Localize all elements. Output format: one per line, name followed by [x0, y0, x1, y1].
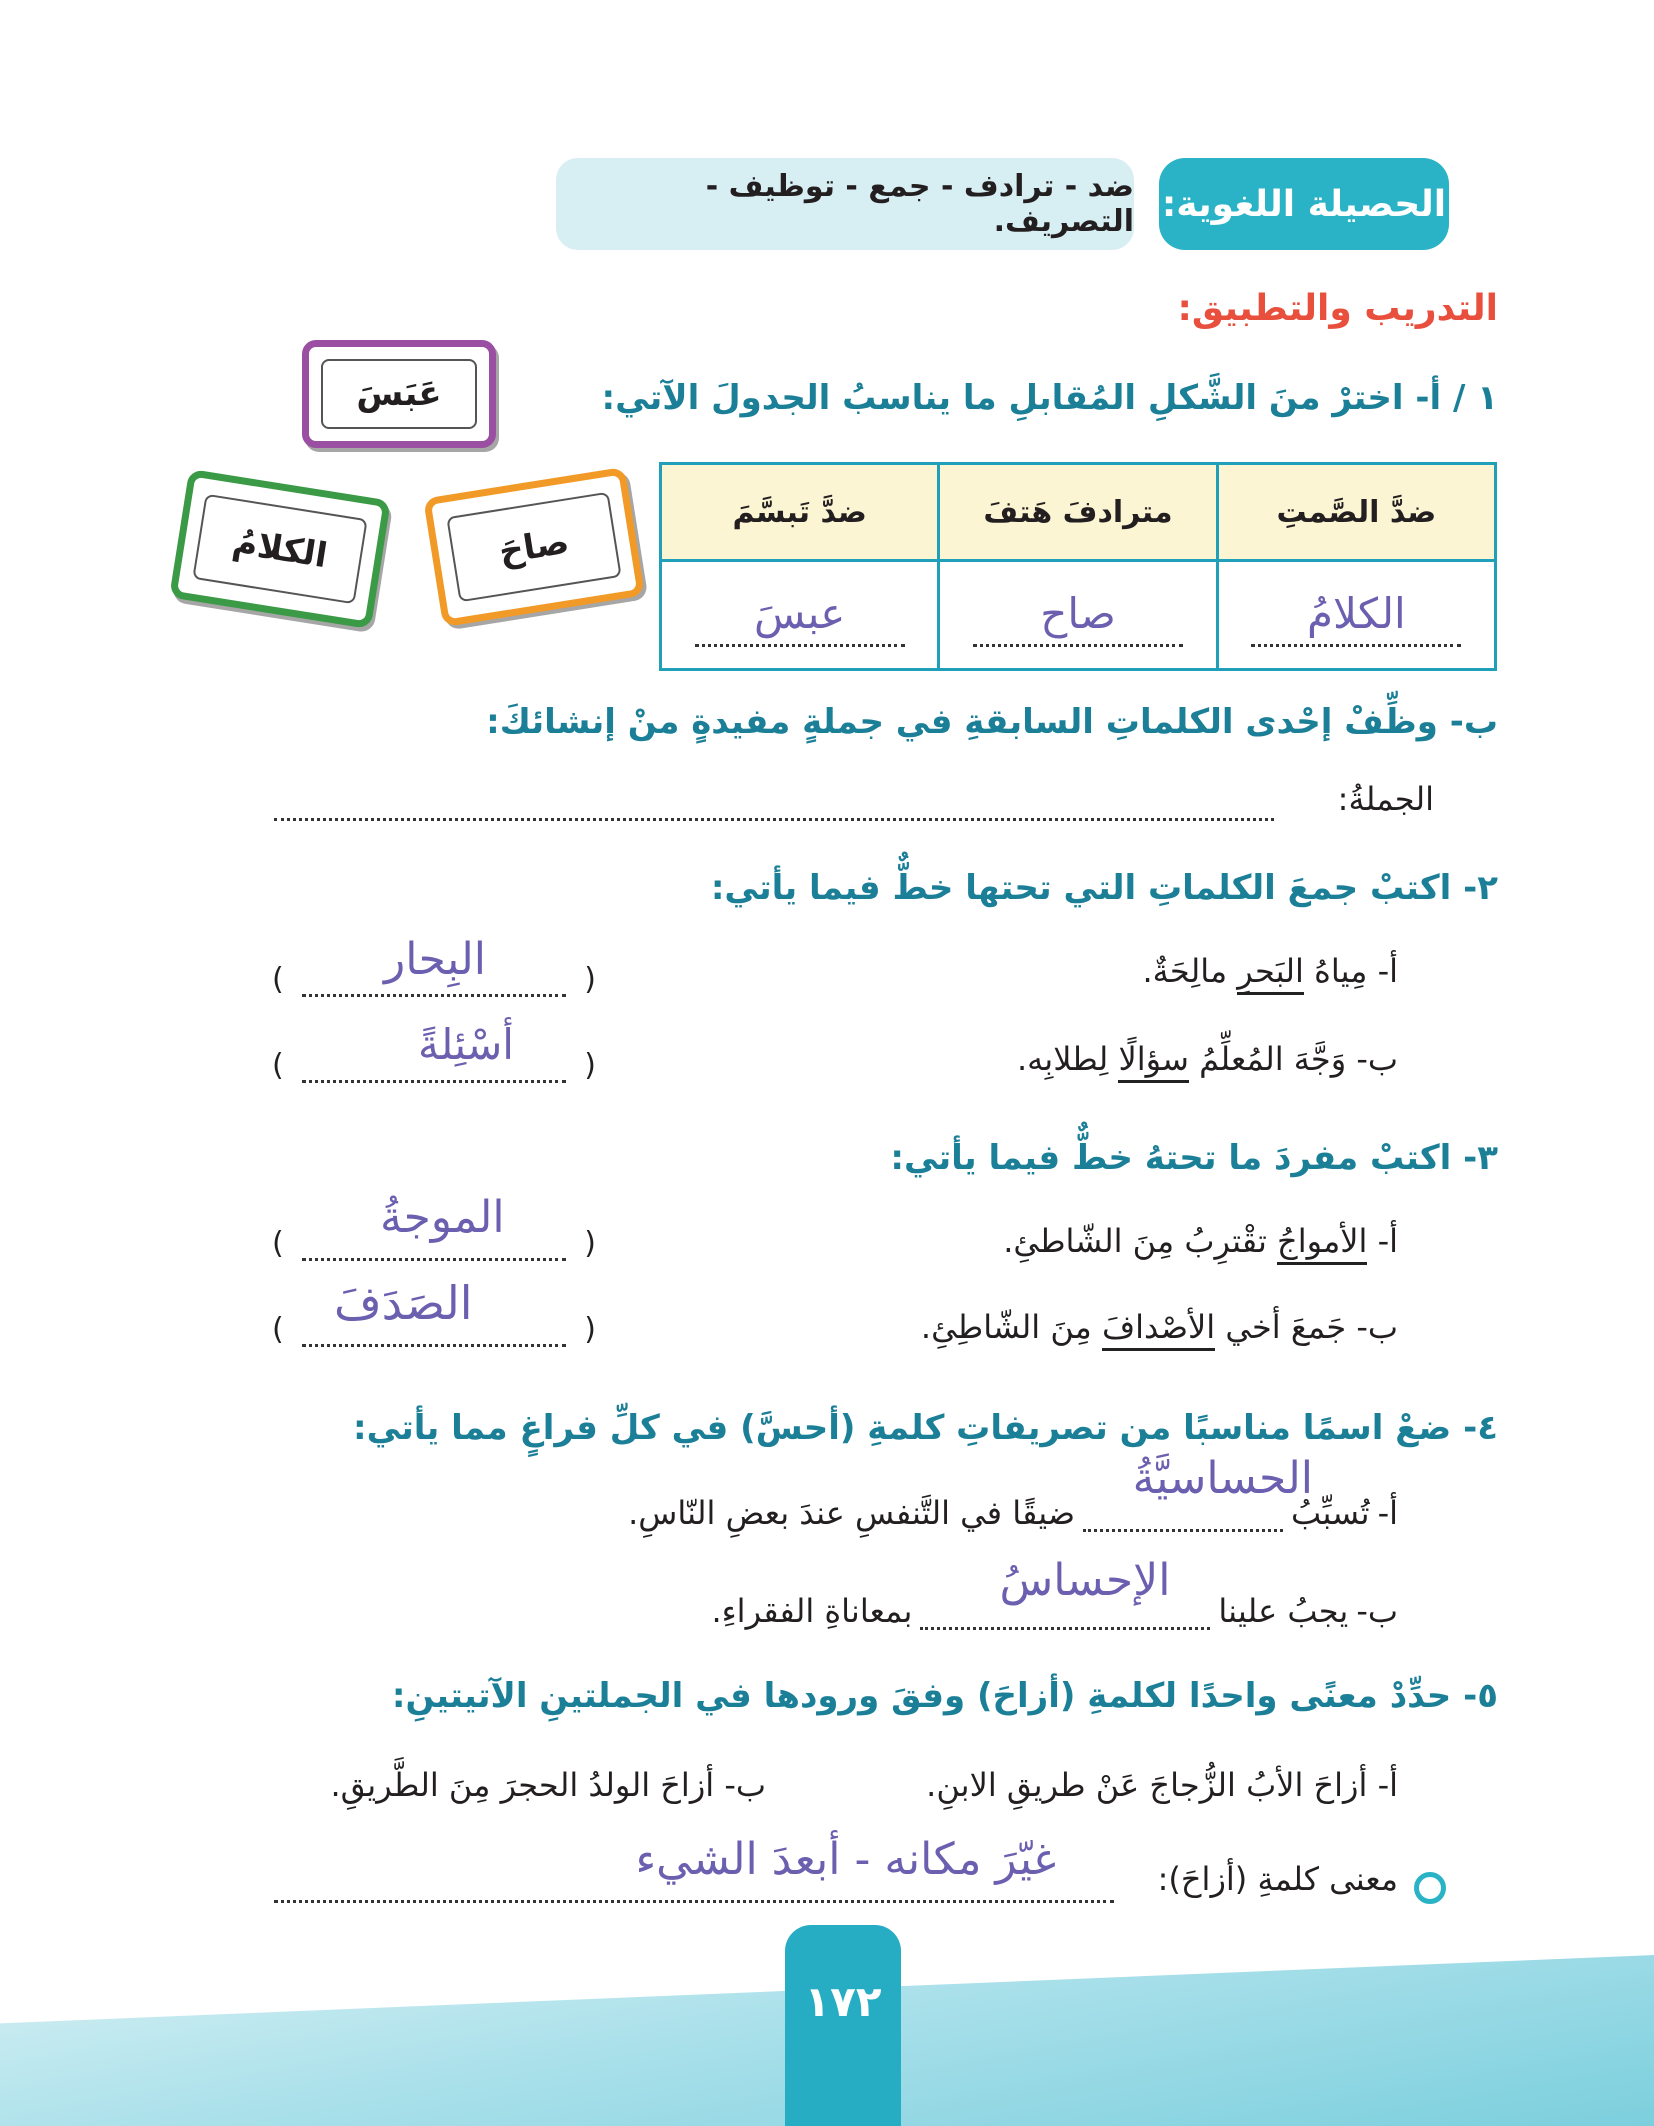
q1-b-instruction: [486, 702, 1498, 742]
q4-a-label: أ-: [1377, 1494, 1398, 1532]
table-answer-cell[interactable]: [939, 561, 1217, 670]
vocabulary-label: الحصيلة اللغوية:: [1159, 158, 1449, 250]
q3-b-before: جَمعَ أخي: [1215, 1308, 1347, 1346]
q3-a-underlined-word: الأمواجُ: [1277, 1222, 1367, 1265]
q3-a-answer: الموجةُ: [380, 1192, 505, 1243]
q1-a-number: ١ / أ-: [1415, 378, 1498, 418]
table-answer-text: الكلامُ: [1251, 584, 1461, 647]
q2-a-underlined-word: البَحرِ: [1237, 952, 1304, 995]
q4-b-label: ب-: [1356, 1592, 1398, 1630]
q4-title: ٤- ضعْ اسمًا مناسبًا من تصريفاتِ كلمةِ (أحسَّ) في كلِّ فراغٍ مما يأتي:: [352, 1408, 1498, 1448]
q1-b-number: ب-: [1449, 702, 1498, 742]
table-header-cell: ضدَّ الصَّمتِ: [1217, 464, 1495, 561]
q4-a-answer: الحساسيَّةُ: [1132, 1453, 1314, 1504]
q2-b-label: ب-: [1356, 1040, 1398, 1078]
q4-item-b: [711, 1555, 1398, 1630]
q3-b-answer: الصَدَفَ: [334, 1276, 473, 1330]
table-header-row: [661, 464, 1496, 561]
q4-a-before: تُسبِّبُ: [1291, 1494, 1370, 1532]
q4-b-after: بمعاناةِ الفقراءِ.: [711, 1592, 913, 1630]
word-card-alkalam: [169, 469, 391, 629]
q1-a-instruction: [602, 378, 1498, 418]
table-answer-cell[interactable]: [661, 561, 939, 670]
bullet-icon: [1414, 1872, 1446, 1904]
q2-a-label: أ-: [1377, 952, 1398, 990]
q1-b-text: وظِّفْ إحْدى الكلماتِ السابقةِ في جملةٍ مفيدةٍ منْ إنشائكَ:: [486, 702, 1438, 742]
q4-a-blank[interactable]: [1083, 1453, 1314, 1532]
training-title: التدريب والتطبيق:: [1177, 288, 1498, 329]
q2-a-answer: البِحار: [384, 934, 486, 985]
q4-item-a: [628, 1453, 1398, 1532]
page-number-tab: [785, 1925, 901, 2126]
q4-b-before: يجبُ علينا: [1218, 1592, 1349, 1630]
q3-a-label: أ-: [1377, 1222, 1398, 1260]
q5-title: ٥- حدِّدْ معنًى واحدًا لكلمةِ (أزاحَ) وفقَ ورودها في الجملتينِ الآتيتينِ:: [391, 1676, 1498, 1716]
q3-item-b: [921, 1308, 1398, 1346]
table-answer-text: عبسَ: [695, 584, 905, 647]
page-number: ١٧٢: [804, 1977, 882, 2026]
q5-meaning-answer: غيّرَ مكانه - أبعدَ الشيء: [635, 1834, 1056, 1885]
q2-title: ٢- اكتبْ جمعَ الكلماتِ التي تحتها خطٌّ فيما يأتي:: [710, 868, 1498, 908]
q2-item-b: [1017, 1040, 1398, 1078]
q5-meaning-label: معنى كلمةِ (أزاحَ):: [1157, 1860, 1398, 1898]
q5-sentence-a: أ- أزاحَ الأبُ الزُّجاجَ عَنْ طريقِ الابنِ.: [926, 1766, 1398, 1804]
q4-b-blank[interactable]: [920, 1555, 1210, 1630]
table-answer-cell[interactable]: [1217, 561, 1495, 670]
table-header-cell: مترادفَ هَتفَ: [939, 464, 1217, 561]
table-answer-row: [661, 561, 1496, 670]
table-header-cell: ضدَّ تَبسَّمَ: [661, 464, 939, 561]
word-table: [659, 462, 1497, 671]
q2-b-after: لِطلابِه.: [1016, 1040, 1119, 1078]
sentence-label: الجملةُ:: [1337, 780, 1434, 818]
q2-b-answer: أسْئِلةً: [418, 1020, 514, 1069]
q2-a-after: مالِحَةٌ.: [1142, 952, 1238, 990]
vocabulary-items: ضد - ترادف - جمع - توظيف - التصريف.: [556, 158, 1134, 250]
q3-title: ٣- اكتبْ مفردَ ما تحتهُ خطٌّ فيما يأتي:: [890, 1138, 1498, 1178]
q3-b-after: مِنَ الشّاطِئِ.: [920, 1308, 1102, 1346]
word-card-saha-label: صاحَ: [447, 492, 622, 602]
q3-item-a: [1003, 1222, 1398, 1260]
sentence-answer-line[interactable]: [274, 790, 1274, 821]
q4-a-after: ضيقًا في التَّنفسِ عندَ بعضِ النّاسِ.: [628, 1494, 1076, 1532]
q2-a-before: مِياهُ: [1303, 952, 1368, 990]
q5-sentence-b: ب- أزاحَ الولدُ الحجرَ مِنَ الطَّريقِ.: [330, 1766, 766, 1804]
q2-item-a: [1143, 952, 1399, 990]
q3-b-underlined-word: الأصْدافَ: [1102, 1308, 1215, 1351]
word-card-abasa: [302, 340, 496, 448]
word-card-alkalam-label: الكلامُ: [193, 494, 368, 604]
q3-a-after: تقْترِبُ مِنَ الشّاطئِ.: [1003, 1222, 1278, 1260]
q2-b-underlined-word: سؤالًا: [1118, 1040, 1188, 1083]
table-answer-text: صاح: [973, 584, 1183, 647]
q3-b-label: ب-: [1356, 1308, 1398, 1346]
q1-a-text: اخترْ منَ الشَّكلِ المُقابلِ ما يناسبُ الجدولَ الآتي:: [601, 378, 1404, 418]
word-card-abasa-label: عَبَسَ: [321, 359, 476, 429]
q2-b-before: وَجَّهَ المُعلِّمُ: [1188, 1040, 1347, 1078]
q4-b-answer: الإحساسُ: [999, 1555, 1171, 1606]
word-card-saha: [423, 467, 645, 627]
